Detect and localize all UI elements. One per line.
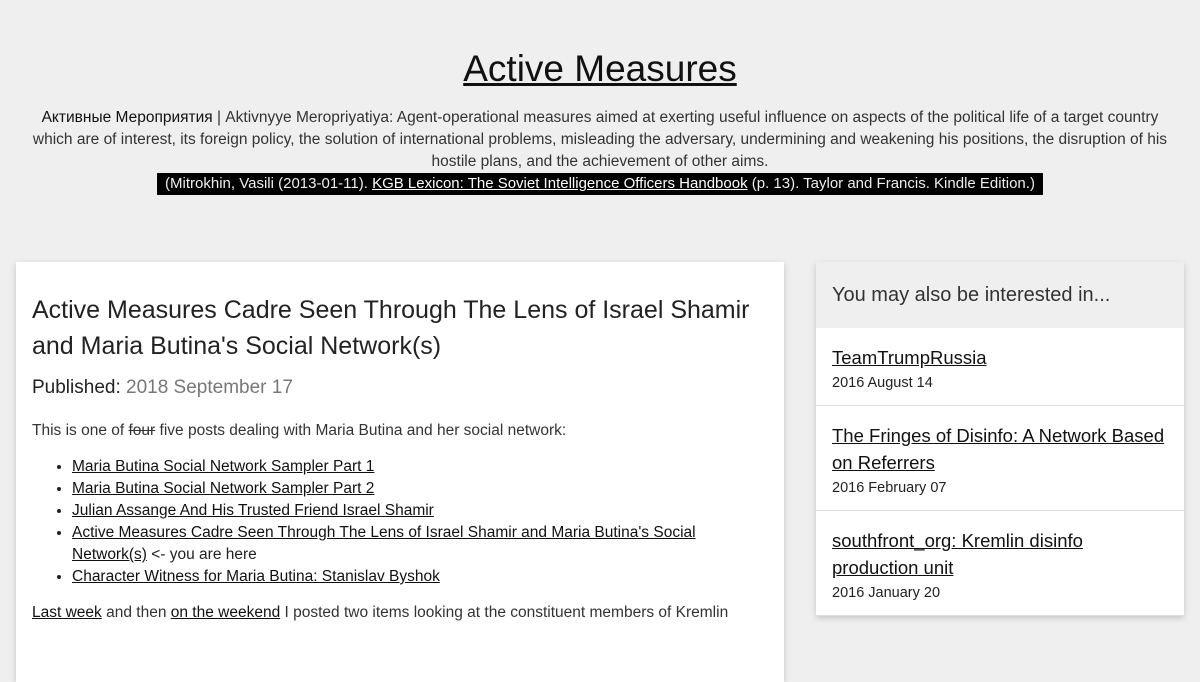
list-item [72, 456, 768, 478]
post-link[interactable]: Julian Assange And His Trusted Friend Israel Shamir [72, 502, 434, 519]
sidebar-item-link[interactable]: TeamTrumpRussia [832, 347, 987, 368]
intro-suffix: five posts dealing with Maria Butina and her social network: [155, 422, 567, 439]
published-date: 2018 September 17 [126, 377, 293, 398]
related-posts-list [32, 456, 768, 588]
tagline-definition: | Aktivnyye Meropriyatiya: Agent-operational measures aimed at exerting useful influence on aspects of the political life of a target country which are of interest, its foreign policy, the solution of international problems, misleading the adversary, undermining and weakening his positions, the disruption of his hostile plans, and the achievement of other aims. [32, 109, 1168, 170]
on-the-weekend-link[interactable]: on the weekend [170, 604, 281, 621]
sidebar-heading: You may also be interested in... [816, 262, 1184, 328]
sidebar-item-date: 2016 January 20 [832, 585, 941, 601]
list-item [72, 478, 768, 500]
citation-book-link[interactable]: KGB Lexicon: The Soviet Intelligence Officers Handbook [372, 175, 748, 192]
article-title: Active Measures Cadre Seen Through The Lens of Israel Shamir and Maria Butina's Social Network(s) [32, 296, 750, 360]
sidebar-item [816, 328, 1184, 406]
sidebar-item-date: 2016 February 07 [832, 480, 947, 496]
list-item [72, 522, 768, 566]
citation [157, 173, 1043, 195]
article-intro [32, 420, 768, 442]
paragraph-text: I posted two items looking at the constituent members of Kremlin [280, 604, 729, 621]
citation-prefix: (Mitrokhin, Vasili (2013-01-11). [165, 175, 373, 192]
post-link[interactable]: Maria Butina Social Network Sampler Part 2 [72, 480, 375, 497]
citation-suffix: (p. 13). Taylor and Francis. Kindle Edition.) [747, 175, 1035, 192]
post-link[interactable]: Maria Butina Social Network Sampler Part 1 [72, 458, 375, 475]
related-sidebar [816, 262, 1184, 616]
tagline-russian: Активные Мероприятия [41, 109, 213, 126]
post-note-you-are-here: <- you are here [146, 546, 257, 563]
sidebar-item [816, 406, 1184, 511]
intro-prefix: This is one of [32, 422, 129, 439]
site-header [0, 0, 1200, 195]
published-line [32, 374, 768, 402]
post-link[interactable]: Character Witness for Maria Butina: Stanislav Byshok [72, 568, 440, 585]
sidebar-item-link[interactable]: The Fringes of Disinfo: A Network Based on Referrers [832, 425, 1165, 473]
sidebar-item-date: 2016 August 14 [832, 375, 933, 391]
list-item [72, 500, 768, 522]
article-paragraph [32, 602, 768, 624]
article-card [16, 262, 784, 682]
site-tagline [24, 107, 1176, 173]
published-label: Published: [32, 377, 127, 398]
sidebar-item-link[interactable]: southfront_org: Kremlin disinfo production unit [832, 530, 1083, 578]
intro-struck-word: four [128, 422, 156, 439]
paragraph-text: and then [101, 604, 171, 621]
last-week-link[interactable]: Last week [32, 604, 102, 621]
sidebar-item [816, 511, 1184, 616]
site-title-link[interactable]: Active Measures [463, 48, 737, 89]
list-item [72, 566, 768, 588]
post-link[interactable]: Active Measures Cadre Seen Through The Lens of Israel Shamir and Maria Butina's Social Network(s) [72, 524, 696, 563]
